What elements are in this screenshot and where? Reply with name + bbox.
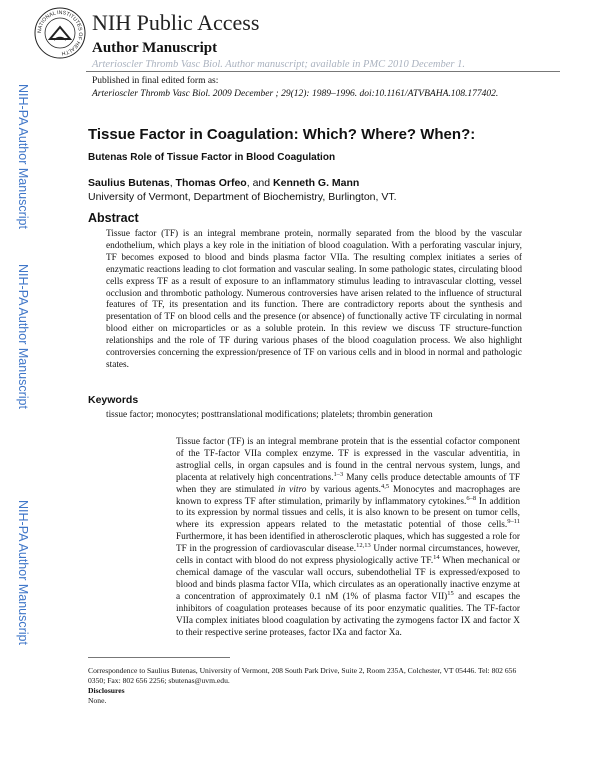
keywords-heading: Keywords <box>88 394 139 406</box>
abstract-text: Tissue factor (TF) is an integral membrane protein, normally separated from the blood by the vascular endothelium, which plays a key role in the initiation of blood coagulation. With a perforating vascular injury, TF becomes exposed to blood and binds plasma factor VIIa. The resulting complex initiates a series of enzymatic reactions leading to clot formation and vascular sealing. In some pathologic states, circulating blood cells express TF as a result of exposure to an inflammatory stimulus leading to intravascular clotting, vessel occlusion and thrombotic pathology. Numerous controversies have arisen related to the influence of structural features of TF, its presentation and its function. There are contradictory reports about the synthesis and presentation of TF on blood cells and the presence (or absence) of functionally active TF circulating in normal blood either on microparticles or as a soluble protein. In this review we discuss TF structure-function relationships and the role of TF during various phases of the blood coagulation process. We also highlight controversies concerning the expression/presence of TF on various cells and in blood in normal and pathologic states. <box>106 229 522 370</box>
author-name: Saulius Butenas <box>88 177 170 189</box>
author-name: Kenneth G. Mann <box>273 177 360 189</box>
side-label-1: NIH-PA Author Manuscript <box>16 84 30 229</box>
author-name: Thomas Orfeo <box>175 177 247 189</box>
intro-paragraph: Tissue factor (TF) is an integral membrane protein that is the essential cofactor component of the TF-factor VIIa complex enzyme. TF is expressed in the vascular adventitia, in astroglial cells, in organ capsules and is found in the central nervous system, lungs, and placenta at relatively high concentrations.$^{1-3}$ Many cells produce detectable amounts of TF when they are stimulated in vitro by various agents.$^{4,5}$ Monocytes and macrophages are known to express TF after stimulation, primarily by inflammatory cytokines.$^{6-8}$ In addition to its expression by normal tissues and cells, it is also known to be present on tumor cells, where its expression appears related to the metastatic potential of those cells.$^{9-11}$ Furthermore, it has been identified in atherosclerotic plaques, which has suggested a role for TF in the progression of cardiovascular disease.$^{12,13}$ Under normal circumstances, however, cells in contact with blood do not express physiologically active TF.$^{14}$ When mechanical or chemical damage of the vascular wall occurs, subendothelial TF is expressed/exposed to blood and binds plasma factor VIIa, which circulates as an operationally inactive enzyme at a concentration of approximately 0.1 nM (1% of plasma factor VII)$^{15}$ and escapes the inhibitors of coagulation proteases because of its poor enzymatic qualities. The TF-factor VIIa complex initiates blood coagulation by activating the zymogens factor IX and factor X to their respective serine proteases, factor IXa and factor Xa. <box>176 437 520 638</box>
abstract-heading: Abstract <box>88 211 139 225</box>
article-title: Tissue Factor in Coagulation: Which? Where? When?: <box>88 126 476 143</box>
citation: Arterioscler Thromb Vasc Biol. 2009 December ; 29(12): 1989–1996. doi:10.1161/ATVBAHA.108.177402. <box>92 89 499 99</box>
svg-text:NATIONAL INSTITUTES OF HEALTH <box>37 10 83 56</box>
citation-ref[interactable]: 14 <box>433 553 440 561</box>
side-label-3: NIH-PA Author Manuscript <box>16 500 30 645</box>
author-manuscript-label: Author Manuscript <box>92 40 218 56</box>
nih-logo <box>34 7 86 59</box>
footnote-divider <box>88 657 230 658</box>
disclosures-text: None. <box>88 696 107 705</box>
citation-ref[interactable]: 6–8 <box>466 494 477 502</box>
citation-ref[interactable]: 4,5 <box>380 482 390 490</box>
published-in-label: Published in final edited form as: <box>92 76 219 86</box>
citation-ref[interactable]: 9–11 <box>507 518 520 526</box>
correspondence-note: Correspondence to Saulius Butenas, University of Vermont, 208 South Park Drive, Suite 2, Room 235A, Colchester, VT 05446. Tel: 802 656 0350; Fax: 802 656 2256; sbutenas@uvm.edu. <box>88 666 517 685</box>
side-label-2: NIH-PA Author Manuscript <box>16 264 30 409</box>
affiliation: University of Vermont, Department of Biochemistry, Burlington, VT. <box>88 191 397 203</box>
citation-ref[interactable]: 12,13 <box>356 542 371 550</box>
journal-availability-note: Arterioscler Thromb Vasc Biol. Author manuscript; available in PMC 2010 December 1. <box>92 59 466 70</box>
running-title: Butenas Role of Tissue Factor in Blood Coagulation <box>88 152 336 163</box>
citation-ref[interactable]: 15 <box>447 589 454 597</box>
citation-ref[interactable]: 1–3 <box>333 470 344 478</box>
disclosures-heading: Disclosures <box>88 686 125 695</box>
keywords-text: tissue factor; monocytes; posttranslational modifications; platelets; thrombin generation <box>106 410 433 420</box>
nih-public-access-title: NIH Public Access <box>92 10 260 35</box>
logo-ring-text: NATIONAL INSTITUTES OF HEALTH <box>36 9 84 56</box>
header-divider <box>86 71 560 72</box>
nih-seal-icon <box>34 7 86 59</box>
author-list: Saulius Butenas, Thomas Orfeo, and Kenneth G. Mann <box>88 177 360 189</box>
